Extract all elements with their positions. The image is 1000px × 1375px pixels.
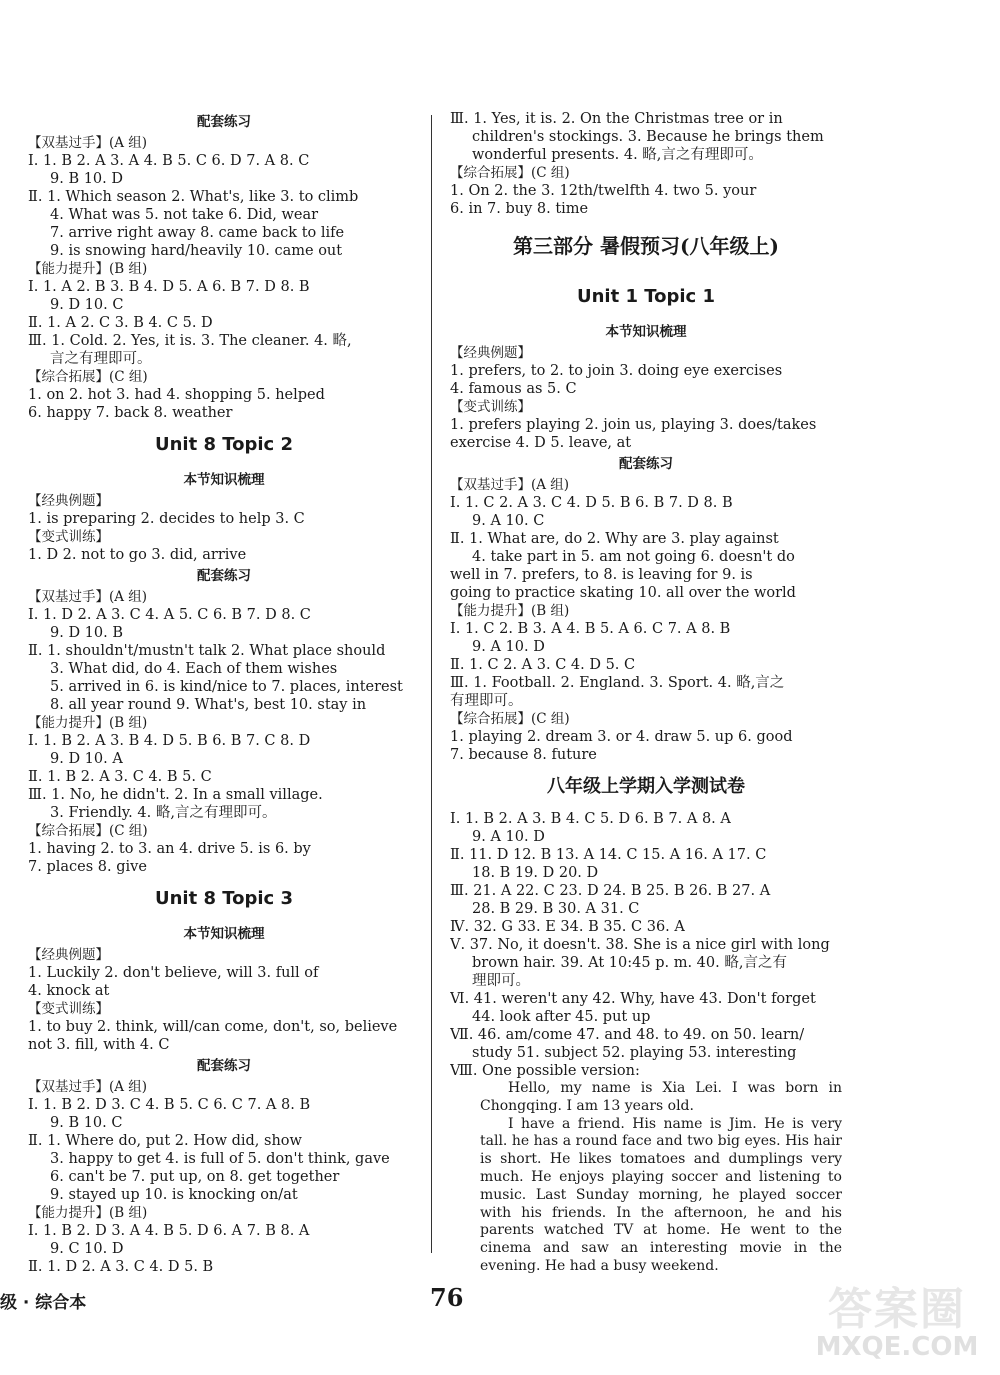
footer-book-label: 级 · 综合本 <box>0 1293 87 1313</box>
answer-line: Ⅱ. 1. shouldn't/mustn't talk 2. What place should <box>28 643 386 659</box>
answer-line: Ⅰ. 1. C 2. A 3. C 4. D 5. B 6. B 7. D 8. B <box>450 495 733 511</box>
answer-line: 1. playing 2. dream 3. or 4. draw 5. up 6. good <box>450 729 793 745</box>
answer-line: 7. because 8. future <box>450 747 597 763</box>
answer-line: study 51. subject 52. playing 53. interesting <box>472 1045 797 1061</box>
exercise-group-label: 【变式训练】 <box>450 399 531 415</box>
answer-line: 4. take part in 5. am not going 6. doesn't do <box>472 549 795 565</box>
column-divider <box>431 115 432 1253</box>
answer-line: 3. happy to get 4. is full of 5. don't think, gave <box>50 1151 390 1167</box>
answer-line: Ⅰ. 1. B 2. A 3. A 4. B 5. C 6. D 7. A 8. C <box>28 153 310 169</box>
answer-line: 3. What did, do 4. Each of them wishes <box>50 661 338 677</box>
unit-heading: Unit 1 Topic 1 <box>576 286 716 307</box>
answer-line: Ⅰ. 1. B 2. D 3. C 4. B 5. C 6. C 7. A 8. B <box>28 1097 311 1113</box>
answer-line: 言之有理即可。 <box>50 351 152 367</box>
answer-line: Ⅱ. 1. B 2. A 3. C 4. B 5. C <box>28 769 212 785</box>
watermark-text: 答案圈 <box>828 1284 966 1335</box>
answer-line: 6. happy 7. back 8. weather <box>28 405 233 421</box>
answer-line: Ⅵ. 41. weren't any 42. Why, have 43. Don't forget <box>450 991 816 1007</box>
answer-line: 44. look after 45. put up <box>472 1009 651 1025</box>
answer-line: Ⅰ. 1. A 2. B 3. B 4. D 5. A 6. B 7. D 8. B <box>28 279 310 295</box>
answer-line: Ⅱ. 1. What are, do 2. Why are 3. play against <box>450 531 779 547</box>
answer-line: 6. can't be 7. put up, on 8. get together <box>50 1169 340 1185</box>
exercise-group-label: 【经典例题】 <box>450 345 531 361</box>
answer-line: 9. D 10. B <box>50 625 124 641</box>
exercise-group-label: 【能力提升】(B 组) <box>28 261 148 277</box>
answer-line: 1. having 2. to 3. an 4. drive 5. is 6. by <box>28 841 311 857</box>
exercise-group-label: 【双基过手】(A 组) <box>28 589 148 605</box>
right-column <box>450 110 842 1276</box>
exercise-group-label: 【变式训练】 <box>28 529 109 545</box>
exercise-group-label: 【综合拓展】(C 组) <box>450 165 570 181</box>
answer-line: Ⅰ. 1. B 2. A 3. B 4. D 5. B 6. B 7. C 8. D <box>28 733 311 749</box>
exercise-group-label: 【综合拓展】(C 组) <box>28 369 148 385</box>
answer-line: 28. B 29. B 30. A 31. C <box>472 901 640 917</box>
answer-line: 9. D 10. C <box>50 297 124 313</box>
answer-line: wonderful presents. 4. 略,言之有理即可。 <box>472 147 763 163</box>
answer-line: 有理即可。 <box>450 693 523 709</box>
part-heading: 第三部分 暑假预习(八年级上) <box>513 234 779 258</box>
answer-line: 9. A 10. D <box>472 639 545 655</box>
section-subheading: 配套练习 <box>197 114 251 130</box>
sample-essay <box>450 1080 842 1276</box>
answer-line: well in 7. prefers, to 8. is leaving for 9. is <box>450 567 753 583</box>
answer-line: 1. is preparing 2. decides to help 3. C <box>28 511 305 527</box>
answer-line: Ⅲ. 21. A 22. C 23. D 24. B 25. B 26. B 27. A <box>450 883 771 899</box>
answer-line: Ⅱ. 1. A 2. C 3. B 4. C 5. D <box>28 315 213 331</box>
exercise-group-label: 【双基过手】(A 组) <box>28 1079 148 1095</box>
answer-line: 1. D 2. not to go 3. did, arrive <box>28 547 247 563</box>
answer-line: Ⅳ. 32. G 33. E 34. B 35. C 36. A <box>450 919 685 935</box>
answer-line: 18. B 19. D 20. D <box>472 865 599 881</box>
exercise-group-label: 【能力提升】(B 组) <box>28 715 148 731</box>
answer-line: 7. arrive right away 8. came back to life <box>50 225 345 241</box>
answer-line: 理即可。 <box>472 973 530 989</box>
exercise-group-label: 【双基过手】(A 组) <box>28 135 148 151</box>
section-subheading: 本节知识梳理 <box>605 324 687 340</box>
answer-line: 9. A 10. D <box>472 829 545 845</box>
answer-line: 9. B 10. D <box>50 171 124 187</box>
answer-line: 4. What was 5. not take 6. Did, wear <box>50 207 319 223</box>
answer-line: Ⅰ. 1. B 2. A 3. B 4. C 5. D 6. B 7. A 8. A <box>450 811 731 827</box>
answer-line: 9. is snowing hard/heavily 10. came out <box>50 243 343 259</box>
answer-line: 1. on 2. hot 3. had 4. shopping 5. helped <box>28 387 325 403</box>
answer-line: 9. A 10. C <box>472 513 545 529</box>
answer-line: 3. Friendly. 4. 略,言之有理即可。 <box>50 805 277 821</box>
page-number: 76 <box>430 1283 464 1312</box>
watermark-url: MXQE.COM <box>815 1332 979 1362</box>
answer-line: 5. arrived in 6. is kind/nice to 7. places, interest <box>50 679 403 695</box>
answer-line: 4. famous as 5. C <box>450 381 577 397</box>
answer-line: 1. prefers, to 2. to join 3. doing eye exercises <box>450 363 783 379</box>
section-subheading: 配套练习 <box>197 568 251 584</box>
answer-line: 1. to buy 2. think, will/can come, don't, so, believe <box>28 1019 398 1035</box>
essay-paragraph: I have a friend. His name is Jim. He is very tall. he has a round face and two big eyes. His hair is short. He likes tomatoes and dumplings very much. He enjoys playing soccer and listening to music. Last Sunday morning, he played soccer with his friends. In the afternoon, he and his parents watched TV at home. He went to the cinema and saw an interesting movie in the evening. He had a busy weekend. <box>480 1115 842 1274</box>
section-subheading: 配套练习 <box>197 1058 251 1074</box>
answer-line: 7. places 8. give <box>28 859 147 875</box>
exercise-group-label: 【双基过手】(A 组) <box>450 477 570 493</box>
answer-line: 8. all year round 9. What's, best 10. stay in <box>50 697 367 713</box>
answer-line: 9. D 10. A <box>50 751 123 767</box>
exercise-group-label: 【变式训练】 <box>28 1001 109 1017</box>
answer-line: 9. C 10. D <box>50 1241 124 1257</box>
watermark-logo <box>802 1284 992 1368</box>
answer-line: going to practice skating 10. all over the world <box>450 585 796 601</box>
answer-line: 6. in 7. buy 8. time <box>450 201 589 217</box>
answer-line: 4. knock at <box>28 983 110 999</box>
answer-line: Ⅰ. 1. D 2. A 3. C 4. A 5. C 6. B 7. D 8. C <box>28 607 311 623</box>
answer-line: 9. stayed up 10. is knocking on/at <box>50 1187 298 1203</box>
answer-line: Ⅲ. 1. Football. 2. England. 3. Sport. 4. 略,言之 <box>450 675 785 691</box>
unit-heading: Unit 8 Topic 3 <box>154 888 294 909</box>
unit-heading: Unit 8 Topic 2 <box>154 434 294 455</box>
answer-line: Ⅶ. 46. am/come 47. and 48. to 49. on 50. learn/ <box>450 1027 805 1043</box>
answer-line: Ⅲ. 1. No, he didn't. 2. In a small village. <box>28 787 323 803</box>
exercise-group-label: 【经典例题】 <box>28 493 109 509</box>
answer-line: Ⅱ. 11. D 12. B 13. A 14. C 15. A 16. A 17. C <box>450 847 767 863</box>
exercise-group-label: 【综合拓展】(C 组) <box>450 711 570 727</box>
answer-line: Ⅷ. One possible version: <box>450 1063 640 1079</box>
section-subheading: 配套练习 <box>619 456 673 472</box>
essay-paragraph: Hello, my name is Xia Lei. I was born in Chongqing. I am 13 years old. <box>480 1080 842 1114</box>
answer-line: Ⅱ. 1. D 2. A 3. C 4. D 5. B <box>28 1259 214 1275</box>
answer-line: 1. Luckily 2. don't believe, will 3. full of <box>28 965 319 981</box>
answer-line: Ⅰ. 1. C 2. B 3. A 4. B 5. A 6. C 7. A 8. B <box>450 621 731 637</box>
answer-line: exercise 4. D 5. leave, at <box>450 435 632 451</box>
answer-line: brown hair. 39. At 10:45 p. m. 40. 略,言之有 <box>472 955 787 971</box>
section-subheading: 本节知识梳理 <box>183 472 265 488</box>
exercise-group-label: 【经典例题】 <box>28 947 109 963</box>
answer-line: Ⅴ. 37. No, it doesn't. 38. She is a nice girl with long <box>450 937 830 953</box>
exercise-group-label: 【综合拓展】(C 组) <box>28 823 148 839</box>
answer-line: Ⅱ. 1. Where do, put 2. How did, show <box>28 1133 302 1149</box>
answer-line: 1. On 2. the 3. 12th/twelfth 4. two 5. your <box>450 183 757 199</box>
left-column <box>28 110 420 1276</box>
exercise-group-label: 【能力提升】(B 组) <box>450 603 570 619</box>
answer-line: 9. B 10. C <box>50 1115 123 1131</box>
exercise-group-label: 【能力提升】(B 组) <box>28 1205 148 1221</box>
answer-line: Ⅱ. 1. Which season 2. What's, like 3. to climb <box>28 189 359 205</box>
section-subheading: 本节知识梳理 <box>183 926 265 942</box>
unit-heading: 八年级上学期入学测试卷 <box>547 776 745 797</box>
answer-line: Ⅱ. 1. C 2. A 3. C 4. D 5. C <box>450 657 636 673</box>
answer-line: 1. prefers playing 2. join us, playing 3. does/takes <box>450 417 817 433</box>
answer-line: Ⅲ. 1. Cold. 2. Yes, it is. 3. The cleaner. 4. 略, <box>28 333 352 349</box>
answer-line: not 3. fill, with 4. C <box>28 1037 170 1053</box>
answer-line: Ⅰ. 1. B 2. D 3. A 4. B 5. D 6. A 7. B 8. A <box>28 1223 310 1239</box>
answer-line: Ⅲ. 1. Yes, it is. 2. On the Christmas tree or in <box>450 111 783 127</box>
answer-line: children's stockings. 3. Because he brings them <box>472 129 824 145</box>
